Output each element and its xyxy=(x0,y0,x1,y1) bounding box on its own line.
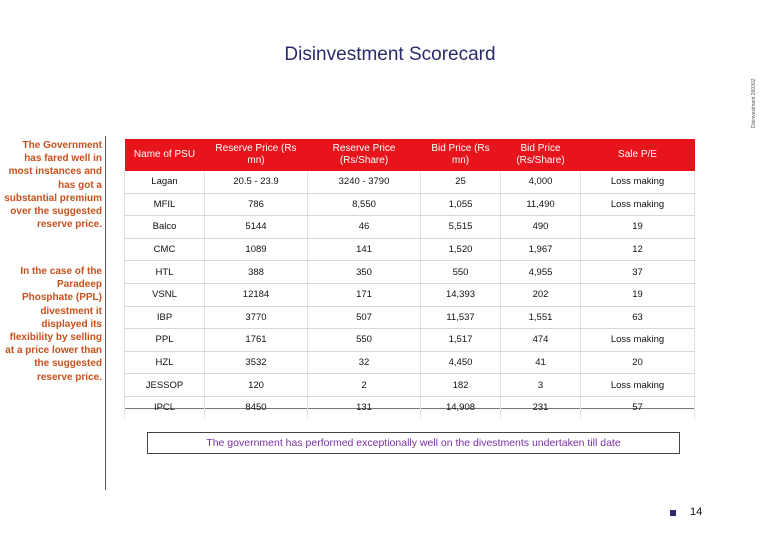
table-row xyxy=(125,329,695,352)
note-government-premium: The Government has fared well in most instances and has got a substantial premium over the suggested reserve price. xyxy=(4,140,102,231)
table-cell: HTL xyxy=(125,261,205,284)
table-cell: 25 xyxy=(421,171,501,193)
table-cell: 131 xyxy=(308,396,421,418)
table-cell: 1,055 xyxy=(421,193,501,216)
table-cell: 1089 xyxy=(205,238,308,261)
table-cell: 20.5 - 23.9 xyxy=(205,171,308,193)
table-cell: IBP xyxy=(125,306,205,329)
table-cell: 32 xyxy=(308,351,421,374)
table-cell: 2 xyxy=(308,374,421,397)
table-cell: Lagan xyxy=(125,171,205,193)
table-cell: Loss making xyxy=(581,329,695,352)
table-cell: Balco xyxy=(125,216,205,239)
table-cell: 63 xyxy=(581,306,695,329)
table-cell: 41 xyxy=(501,351,581,374)
table-cell: 490 xyxy=(501,216,581,239)
table-row xyxy=(125,238,695,261)
column-header: Bid Price (Rs mn) xyxy=(421,139,501,171)
table-cell: 46 xyxy=(308,216,421,239)
table-cell: 14,393 xyxy=(421,283,501,306)
table-cell: 1,517 xyxy=(421,329,501,352)
table-cell: 182 xyxy=(421,374,501,397)
column-header: Sale P/E xyxy=(581,139,695,171)
table-cell: 37 xyxy=(581,261,695,284)
side-label: Disinvestment 260302 xyxy=(751,78,757,128)
page-title: Disinvestment Scorecard xyxy=(284,44,496,65)
footer-bullet xyxy=(670,510,676,516)
table-cell: 19 xyxy=(581,283,695,306)
conclusion-box: The government has performed exceptionally well on the divestments undertaken till date xyxy=(147,432,680,454)
table-cell: 474 xyxy=(501,329,581,352)
table-header-row xyxy=(125,139,695,171)
table-cell: Loss making xyxy=(581,374,695,397)
table-cell: 171 xyxy=(308,283,421,306)
scorecard-table xyxy=(124,139,695,419)
column-header: Reserve Price (Rs mn) xyxy=(205,139,308,171)
scorecard-table-container xyxy=(124,139,695,414)
table-cell: 350 xyxy=(308,261,421,284)
table-cell: 57 xyxy=(581,396,695,418)
table-cell: IPCL xyxy=(125,396,205,418)
table-cell: 8450 xyxy=(205,396,308,418)
table-cell: 3770 xyxy=(205,306,308,329)
table-cell: 14,908 xyxy=(421,396,501,418)
table-cell: 20 xyxy=(581,351,695,374)
table-cell: 4,000 xyxy=(501,171,581,193)
table-cell: 1,520 xyxy=(421,238,501,261)
table-cell: VSNL xyxy=(125,283,205,306)
table-cell: 388 xyxy=(205,261,308,284)
table-cell: 231 xyxy=(501,396,581,418)
table-cell: 1,967 xyxy=(501,238,581,261)
table-cell: Loss making xyxy=(581,193,695,216)
table-cell: 3240 - 3790 xyxy=(308,171,421,193)
table-cell: 12 xyxy=(581,238,695,261)
table-cell: 120 xyxy=(205,374,308,397)
table-cell: 1,551 xyxy=(501,306,581,329)
table-cell: 1761 xyxy=(205,329,308,352)
table-cell: 4,450 xyxy=(421,351,501,374)
column-header: Reserve Price (Rs/Share) xyxy=(308,139,421,171)
vertical-divider xyxy=(105,136,106,490)
table-cell: 786 xyxy=(205,193,308,216)
table-cell: 5,515 xyxy=(421,216,501,239)
table-cell: PPL xyxy=(125,329,205,352)
table-row xyxy=(125,261,695,284)
table-cell: 202 xyxy=(501,283,581,306)
table-row xyxy=(125,216,695,239)
table-cell: 550 xyxy=(308,329,421,352)
table-row xyxy=(125,396,695,418)
table-cell: JESSOP xyxy=(125,374,205,397)
column-header: Name of PSU xyxy=(125,139,205,171)
table-row xyxy=(125,283,695,306)
table-cell: Loss making xyxy=(581,171,695,193)
table-cell: 19 xyxy=(581,216,695,239)
table-cell: 11,537 xyxy=(421,306,501,329)
table-row xyxy=(125,193,695,216)
table-row xyxy=(125,171,695,193)
table-row xyxy=(125,351,695,374)
table-cell: HZL xyxy=(125,351,205,374)
table-cell: MFIL xyxy=(125,193,205,216)
table-cell: 3532 xyxy=(205,351,308,374)
table-cell: CMC xyxy=(125,238,205,261)
table-cell: 4,955 xyxy=(501,261,581,284)
table-cell: 11,490 xyxy=(501,193,581,216)
table-cell: 507 xyxy=(308,306,421,329)
table-row xyxy=(125,374,695,397)
column-header: Bid Price (Rs/Share) xyxy=(501,139,581,171)
table-cell: 3 xyxy=(501,374,581,397)
table-cell: 12184 xyxy=(205,283,308,306)
table-cell: 550 xyxy=(421,261,501,284)
note-ppl-divestment: In the case of the Paradeep Phosphate (PPL) divestment it displayed its flexibility by selling at a price lower than the suggested reserve price. xyxy=(5,266,102,383)
table-body xyxy=(125,171,695,419)
table-cell: 141 xyxy=(308,238,421,261)
table-cell: 5144 xyxy=(205,216,308,239)
table-row xyxy=(125,306,695,329)
page-number: 14 xyxy=(690,506,703,518)
table-cell: 8,550 xyxy=(308,193,421,216)
